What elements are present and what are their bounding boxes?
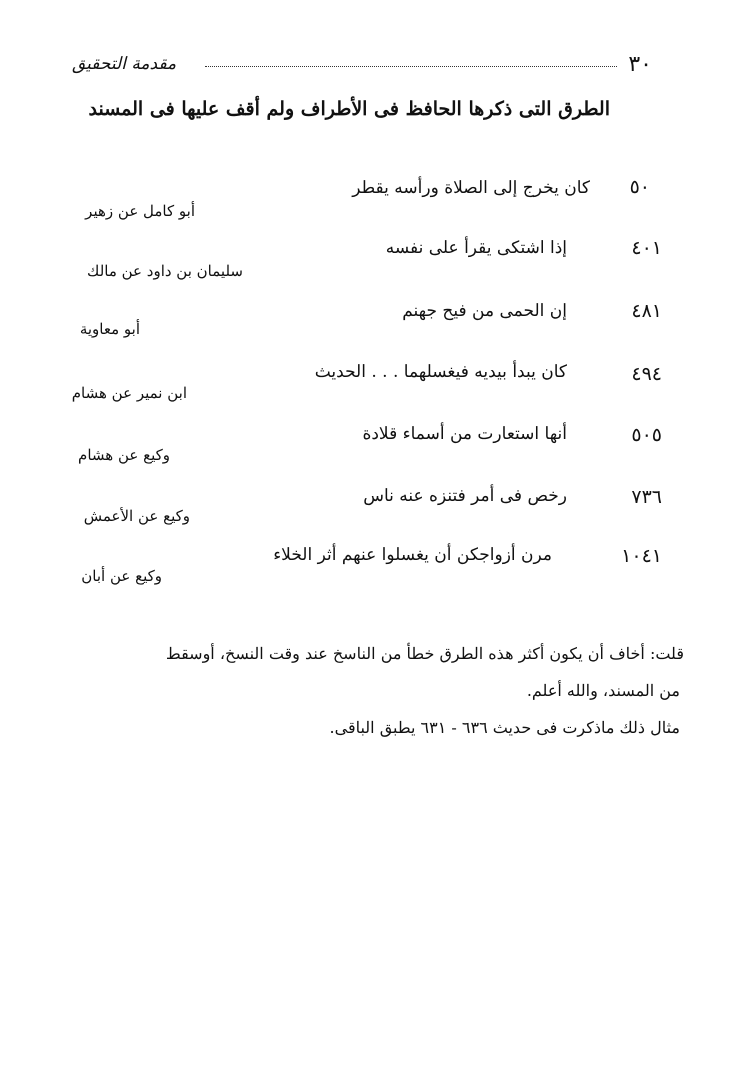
hadith-text: كان يبدأ بيديه فيغسلهما . . . الحديث: [314, 362, 567, 382]
hadith-text: إذا اشتكى يقرأ على نفسه: [385, 238, 567, 258]
hadith-text: إن الحمى من فيح جهنم: [402, 301, 567, 321]
header-rule: [205, 66, 617, 67]
narrator-chain: وكيع عن الأعمش: [83, 507, 190, 525]
narrator-chain: سليمان بن داود عن مالك: [87, 262, 243, 280]
hadith-text: كان يخرج إلى الصلاة ورأسه يقطر: [352, 178, 590, 198]
hadith-text: أنها استعارت من أسماء قلادة: [362, 424, 567, 444]
hadith-number: ٥٠: [629, 176, 650, 198]
narrator-chain: وكيع عن هشام: [78, 446, 170, 464]
hadith-text: رخص فى أمر فتنزه عنه ناس: [363, 486, 567, 506]
hadith-number: ١٠٤١: [621, 545, 662, 567]
hadith-text: مرن أزواجكن أن يغسلوا عنهم أثر الخلاء: [273, 545, 552, 565]
narrator-chain: ابن نمير عن هشام: [71, 384, 187, 402]
hadith-number: ٤٠١: [631, 237, 662, 259]
note-line: مثال ذلك ماذكرت فى حديث ٦٣٦ - ٦٣١ يطبق الباقى.: [329, 718, 680, 737]
section-title: الطرق التى ذكرها الحافظ فى الأطراف ولم أقف عليها فى المسند: [88, 98, 610, 120]
narrator-chain: وكيع عن أبان: [81, 567, 162, 585]
hadith-number: ٤٨١: [631, 300, 662, 322]
narrator-chain: أبو كامل عن زهير: [85, 202, 195, 220]
note-line: من المسند، والله أعلم.: [526, 681, 680, 700]
hadith-number: ٧٣٦: [631, 486, 662, 508]
running-title: مقدمة التحقيق: [72, 54, 177, 74]
hadith-number: ٤٩٤: [631, 363, 662, 385]
hadith-number: ٥٠٥: [631, 424, 662, 446]
page-number: ٣٠: [628, 52, 652, 77]
note-line: قلت: أخاف أن يكون أكثر هذه الطرق خطأ من الناسخ عند وقت النسخ، أوسقط: [165, 644, 684, 663]
narrator-chain: أبو معاوية: [79, 320, 140, 338]
